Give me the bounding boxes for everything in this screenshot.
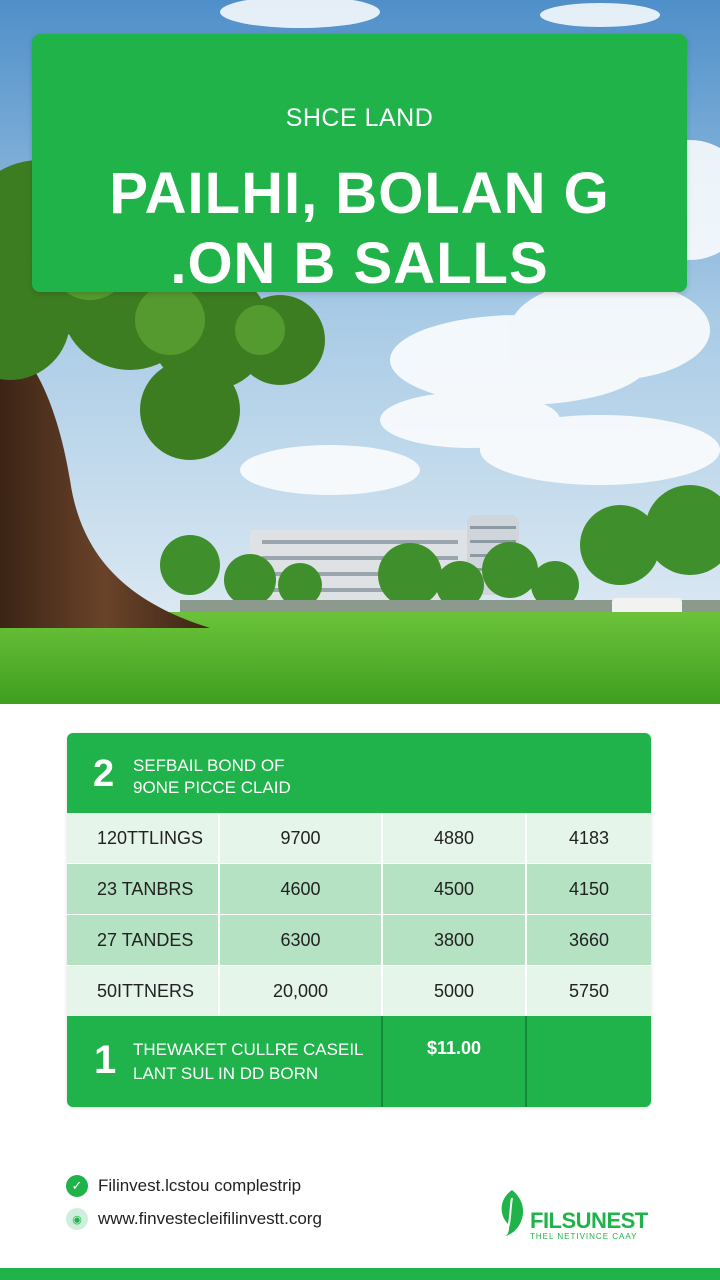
website-link[interactable]: www.finvestecleifilinvestt.corg	[98, 1209, 322, 1228]
table-footer-line-1: THEWAKET CULLRE CASEIL	[133, 1040, 364, 1059]
brand-tagline: THEL NETIVINCE CAAY	[530, 1232, 638, 1241]
table-footer-price-cell	[383, 1016, 527, 1107]
table-cell: 4183	[568, 827, 610, 848]
table-footer	[67, 1016, 651, 1107]
brand-logo	[496, 1188, 696, 1244]
headline-line-2: .ON B SALLS	[170, 231, 549, 296]
table-footer-line-2: LANT SUL IN DD BORN	[133, 1064, 319, 1083]
leaf-logo-icon	[496, 1188, 528, 1238]
headline-banner	[32, 34, 687, 296]
banner-headline	[32, 159, 687, 299]
table-cell: 4880	[383, 813, 527, 863]
table-cell: 5750	[568, 980, 610, 1001]
pricing-table	[67, 733, 651, 1107]
table-footer-empty-cell	[527, 1016, 651, 1107]
table-row	[67, 966, 651, 1016]
table-cell: 4500	[383, 864, 527, 914]
table-cell: 9700	[220, 813, 383, 863]
bottom-accent-bar	[0, 1268, 720, 1280]
contact-line-2[interactable]	[66, 1208, 322, 1230]
check-icon: ✓	[66, 1175, 88, 1197]
table-cell: 4150	[568, 878, 610, 899]
table-cell: 20,000	[220, 966, 383, 1016]
table-footer-text	[133, 1038, 364, 1086]
table-row	[67, 915, 651, 965]
table-header-line-1: SEFBAIL BOND OF	[133, 756, 285, 775]
table-row	[67, 813, 651, 863]
headline-line-1: PAILHI, BOLAN G	[109, 161, 610, 226]
table-cell: 4600	[220, 864, 383, 914]
table-cell: 50ITTNERS	[67, 966, 220, 1016]
table-cell: 27 TANDES	[67, 915, 220, 965]
table-cell: 5000	[383, 966, 527, 1016]
table-row	[67, 864, 651, 914]
brand-name: FILSUNEST	[530, 1208, 648, 1233]
table-cell: 6300	[220, 915, 383, 965]
contact-text-1: Filinvest.lcstou complestrip	[98, 1176, 302, 1195]
table-footer-label-cell	[67, 1016, 383, 1107]
table-cell: 3660	[568, 929, 610, 950]
table-header-line-2: 9ONE PICCE CLAID	[133, 778, 291, 797]
table-cell: 23 TANBRS	[67, 864, 220, 914]
table-header-text	[133, 755, 291, 799]
table-header-number: 2	[93, 753, 115, 795]
banner-eyebrow: SHCE LAND	[285, 104, 434, 132]
contact-line-1	[66, 1175, 301, 1197]
table-header	[67, 733, 651, 813]
table-cell: 3800	[383, 915, 527, 965]
web-icon: ◉	[66, 1208, 88, 1230]
table-footer-price: $11.00	[426, 1038, 482, 1058]
table-cell: 120TTLINGS	[67, 813, 220, 863]
table-footer-number: 1	[94, 1038, 117, 1082]
